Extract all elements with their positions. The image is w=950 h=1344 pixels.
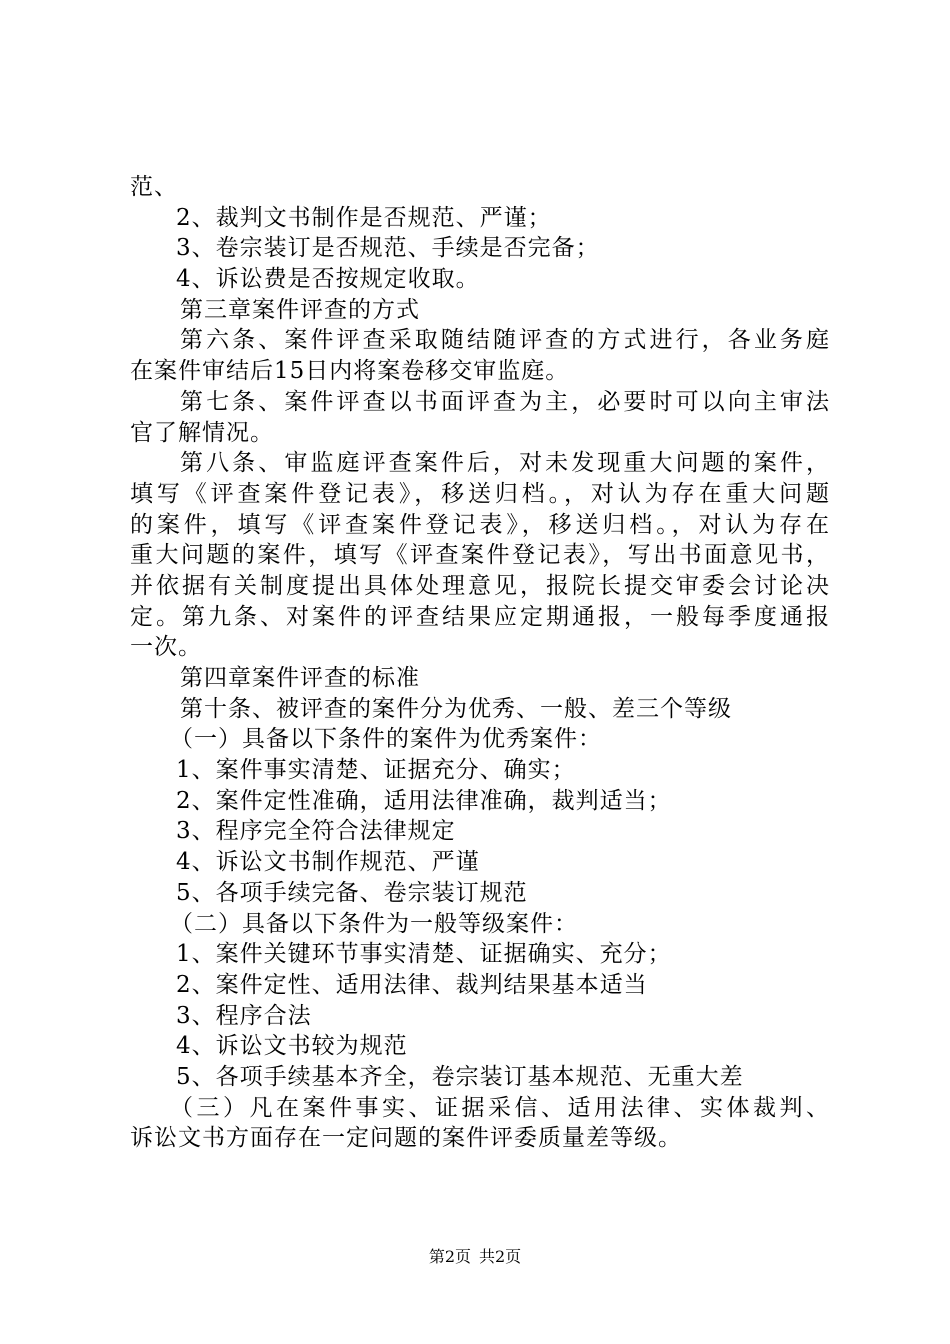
text-line: （二）具备以下条件为一般等级案件：: [170, 910, 578, 937]
text-line: 5、各项手续完备、卷宗装订规范: [176, 879, 528, 906]
text-line: 重大问题的案件，填写《评查案件登记表》，写出书面意见书，: [130, 542, 830, 569]
text-line: 3、卷宗装订是否规范、手续是否完备；: [176, 235, 600, 262]
page-number: 第2页: [428, 1247, 471, 1266]
text-line: 3、程序完全符合法律规定: [176, 818, 456, 845]
section-heading: 第四章案件评查的标准: [180, 665, 420, 691]
text-line: 范、: [130, 174, 178, 200]
page-footer: [0, 1244, 950, 1267]
text-line: （三）凡在案件事实、证据采信、适用法律、实体裁判、: [170, 1094, 830, 1121]
text-line: 2、案件定性、适用法律、裁判结果基本适当: [176, 971, 648, 998]
document-body: [130, 172, 830, 1154]
text-line: 3、程序合法: [176, 1002, 312, 1029]
section-heading: 第三章案件评查的方式: [180, 296, 420, 323]
text-line: （一）具备以下条件的案件为优秀案件：: [170, 726, 602, 753]
text-line: 4、诉讼费是否按规定收取。: [176, 266, 480, 293]
text-line: 填写《评查案件登记表》，移送归档。，对认为存在重大问题: [130, 480, 830, 507]
text-line: 第八条、审监庭评查案件后，对未发现重大问题的案件，: [180, 450, 830, 477]
text-line: 1、案件事实清楚、证据充分、确实；: [176, 757, 576, 784]
text-line: 定。第九条、对案件的评查结果应定期通报，一般每季度通报: [130, 603, 830, 630]
text-line: 并依据有关制度提出具体处理意见，报院长提交审委会讨论决: [130, 572, 830, 599]
text-line: 诉讼文书方面存在一定问题的案件评委质量差等级。: [130, 1125, 682, 1152]
text-line: 4、诉讼文书制作规范、严谨: [176, 849, 480, 876]
text-line: 一次。: [130, 634, 202, 661]
text-line: 1、案件关键环节事实清楚、证据确实、充分；: [176, 941, 672, 968]
text-line: 官了解情况。: [130, 419, 274, 446]
text-line: 在案件审结后15日内将案卷移交审监庭。: [130, 358, 570, 385]
text-line: 2、裁判文书制作是否规范、严谨；: [176, 204, 552, 231]
text-line: 第十条、被评查的案件分为优秀、一般、差三个等级: [180, 695, 732, 722]
text-line: 第七条、案件评查以书面评查为主，必要时可以向主审法: [180, 388, 830, 415]
page-total: 共2页: [479, 1247, 522, 1266]
text-line: 第六条、案件评查采取随结随评查的方式进行，各业务庭: [180, 327, 830, 354]
text-line: 5、各项手续基本齐全，卷宗装订基本规范、无重大差: [176, 1063, 744, 1090]
text-line: 的案件，填写《评查案件登记表》，移送归档。，对认为存在: [130, 511, 830, 538]
text-line: 4、诉讼文书较为规范: [176, 1033, 408, 1060]
text-line: 2、案件定性准确，适用法律准确，裁判适当；: [176, 787, 672, 814]
